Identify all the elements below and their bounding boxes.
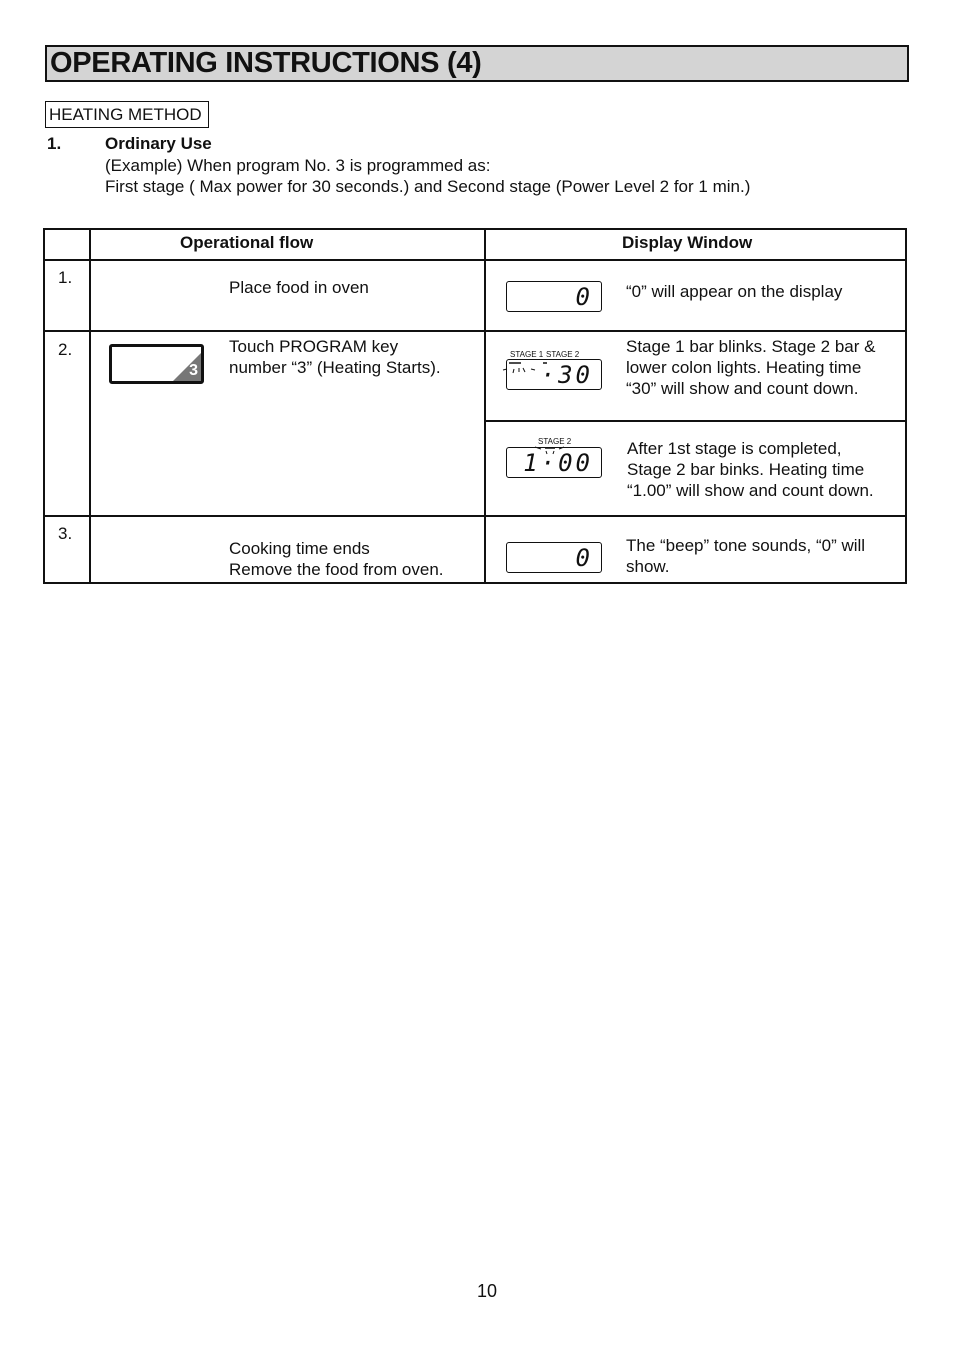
step-number: 1. [47, 134, 62, 153]
row-number: 3. [58, 524, 73, 543]
step-title: Ordinary Use [105, 134, 212, 153]
instructions-table [43, 228, 907, 584]
lcd-display [506, 542, 602, 573]
section-label: HEATING METHOD [45, 101, 209, 128]
program-key-3 [109, 344, 204, 384]
display-line: “30” will show and count down. [626, 379, 859, 398]
display-line: show. [626, 557, 670, 576]
display-line: The “beep” tone sounds, “0” will [626, 536, 866, 555]
flow-line: number “3” (Heating Starts). [229, 358, 441, 377]
row-divider [45, 259, 905, 261]
title-bar [45, 45, 909, 82]
stage-2-label: STAGE 2 [546, 350, 580, 359]
display-text [626, 535, 865, 577]
col-divider [484, 230, 486, 582]
display-text [627, 438, 874, 501]
example-line-1: (Example) When program No. 3 is programmed as: [105, 156, 491, 175]
example-text [105, 155, 750, 197]
display-line: lower colon lights. Heating time [626, 358, 862, 377]
stage-1-label: STAGE 1 [510, 350, 544, 359]
lcd-display [506, 281, 602, 312]
row-divider [45, 515, 905, 517]
col-divider [89, 230, 91, 582]
row-divider [45, 330, 905, 332]
display-text [626, 281, 842, 302]
lcd-display [506, 359, 602, 390]
flow-line: Place food in oven [229, 278, 369, 297]
lcd-digits: ·30 [540, 361, 593, 389]
stage-2-label: STAGE 2 [538, 437, 572, 446]
flow-line: Touch PROGRAM key [229, 337, 399, 356]
display-line: Stage 1 bar blinks. Stage 2 bar & [626, 337, 876, 356]
header-display-window: Display Window [622, 233, 753, 252]
display-text [626, 336, 876, 399]
flow-text [229, 538, 444, 580]
flow-text [229, 336, 441, 378]
page-number: 10 [476, 1281, 498, 1301]
page-title: OPERATING INSTRUCTIONS (4) [50, 47, 482, 79]
row-number: 2. [58, 340, 73, 359]
header-operational-flow: Operational flow [180, 233, 314, 252]
display-line: “0” will appear on the display [626, 282, 843, 301]
row-divider [484, 420, 905, 422]
lcd-digits: 0 [575, 544, 593, 572]
lcd-display [506, 447, 602, 478]
row-number: 1. [58, 268, 73, 287]
example-line-2: First stage ( Max power for 30 seconds.) and Second stage (Power Level 2 for 1 min.) [105, 177, 751, 196]
flow-line: Remove the food from oven. [229, 560, 444, 579]
lcd-digits: 1·00 [523, 449, 593, 477]
display-line: “1.00” will show and count down. [627, 481, 874, 500]
key-number: 3 [189, 362, 198, 379]
flow-line: Cooking time ends [229, 539, 370, 558]
lcd-digits: 0 [575, 283, 593, 311]
display-line: Stage 2 bar binks. Heating time [627, 460, 865, 479]
display-line: After 1st stage is completed, [627, 439, 842, 458]
flow-text [229, 277, 369, 298]
